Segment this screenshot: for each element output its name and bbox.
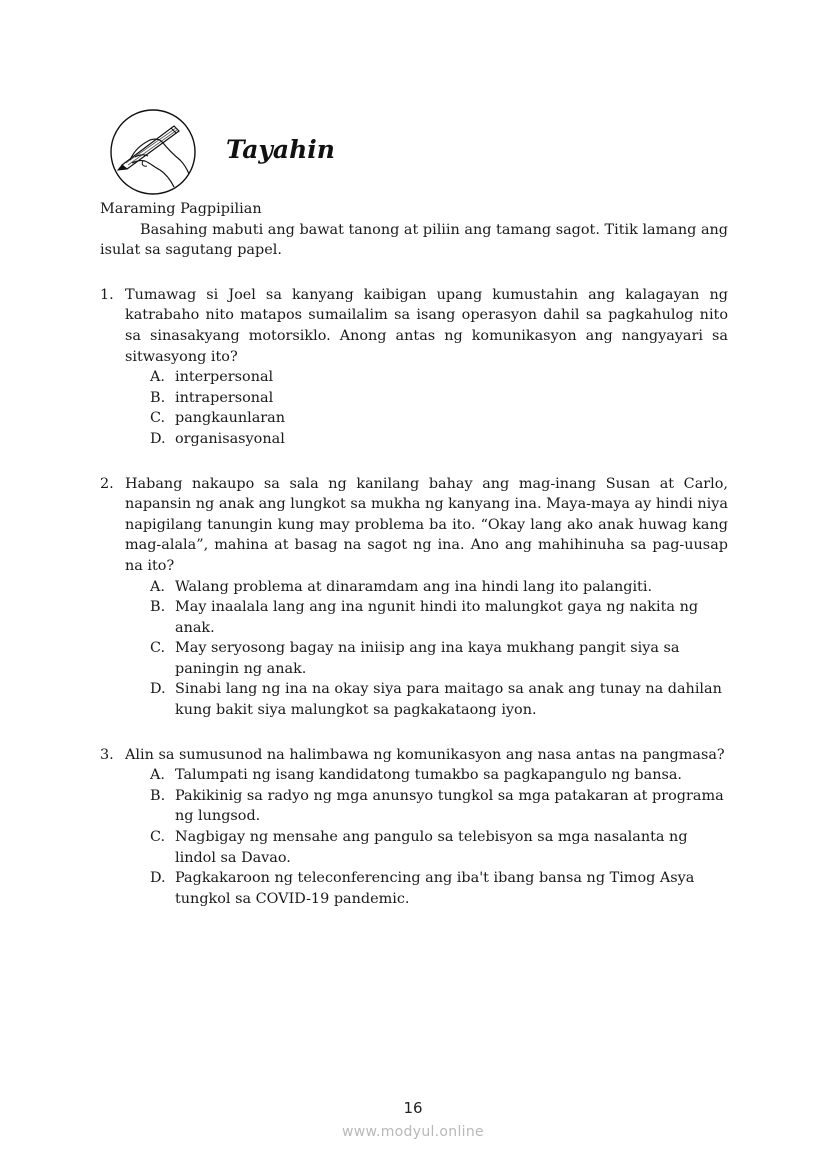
- choice-letter: D.: [150, 681, 166, 698]
- page-title: Tayahin: [226, 135, 335, 164]
- choice-letter: C.: [150, 640, 166, 657]
- question-text: Habang nakaupo sa sala ng kanilang bahay ang mag-inang Susan at Carlo, napansin ng anak ang lungkot sa mukha ng kanyang ina. Maya-maya ay hindi niya napigilang tanungin kung may problema ba ito. “Okay lang ako anak huwag kang mag-alala”, mahina at basag na sagot ng ina. Ano ang mahihinuha sa pag-uusap na ito?: [125, 475, 728, 574]
- choice-d: [150, 679, 728, 720]
- question-text: Alin sa sumusunod na halimbawa ng komunikasyon ang nasa antas na pangmasa?: [125, 746, 725, 763]
- choice-a: [150, 765, 728, 786]
- choice-letter: A.: [150, 369, 165, 386]
- question-number: 2.: [100, 475, 114, 492]
- choice-text: interpersonal: [175, 369, 274, 386]
- page-number: 16: [403, 1099, 423, 1117]
- question-number: 3.: [100, 746, 114, 763]
- choice-d: [150, 868, 728, 909]
- choice-letter: B.: [150, 787, 166, 804]
- choice-text: pangkaunlaran: [175, 410, 286, 427]
- choice-a: [150, 577, 728, 598]
- choice-text: Pagkakaroon ng teleconferencing ang iba't ibang bansa ng Timog Asya tungkol sa COVID-19 pandemic.: [175, 870, 695, 907]
- section-header: [108, 107, 428, 197]
- choice-d: [150, 429, 728, 450]
- choice-text: Pakikinig sa radyo ng mga anunsyo tungkol sa mga patakaran at programa ng lungsod.: [175, 787, 724, 825]
- choice-list: [125, 765, 728, 909]
- choice-a: [150, 367, 728, 388]
- choice-list: [125, 367, 728, 449]
- choice-text: Talumpati ng isang kandidatong tumakbo sa pagkapangulo ng bansa.: [175, 767, 683, 784]
- choice-letter: C.: [150, 829, 166, 846]
- question-3: [100, 745, 728, 910]
- choice-text: intrapersonal: [175, 389, 274, 406]
- hand-writing-pencil-icon: [108, 107, 198, 197]
- choice-letter: D.: [150, 870, 166, 887]
- choice-b: [150, 786, 728, 827]
- choice-b: [150, 388, 728, 409]
- choice-letter: B.: [150, 389, 166, 406]
- choice-letter: A.: [150, 767, 165, 784]
- choice-letter: A.: [150, 578, 165, 595]
- choice-text: Sinabi lang ng ina na okay siya para maitago sa anak ang tunay na dahilan kung bakit siya malungkot sa pagkakataong iyon.: [175, 681, 722, 719]
- choice-text: May inaalala lang ang ina ngunit hindi ito malungkot gaya ng nakita ng anak.: [175, 599, 699, 636]
- choice-letter: D.: [150, 430, 166, 447]
- instructions: Basahing mabuti ang bawat tanong at piliin ang tamang sagot. Titik lamang ang isulat sa sagutang papel.: [100, 221, 728, 259]
- choice-list: [125, 577, 728, 721]
- choice-text: Walang problema at dinaramdam ang ina hindi lang ito palangiti.: [175, 578, 653, 595]
- watermark: www.modyul.online: [342, 1124, 484, 1140]
- choice-letter: B.: [150, 599, 166, 616]
- choice-text: organisasyonal: [175, 430, 285, 447]
- question-number: 1.: [100, 286, 114, 303]
- choice-letter: C.: [150, 410, 166, 427]
- question-1: [100, 285, 728, 450]
- choice-c: [150, 638, 728, 679]
- choice-c: [150, 827, 728, 868]
- assessment-content: [100, 199, 728, 909]
- question-2: [100, 474, 728, 721]
- choice-text: Nagbigay ng mensahe ang pangulo sa telebisyon sa mga nasalanta ng lindol sa Davao.: [175, 829, 688, 866]
- choice-b: [150, 597, 728, 638]
- question-text: Tumawag si Joel sa kanyang kaibigan upang kumustahin ang kalagayan ng katrabaho nito matapos sumailalim sa isang operasyon dahil sa pagkahulog nito sa sinasakyang motorsiklo. Anong antas ng komunikasyon ang nangyayari sa sitwasyong ito?: [125, 286, 728, 365]
- question-list: [100, 285, 728, 910]
- choice-text: May seryosong bagay na iniisip ang ina kaya mukhang pangit siya sa paningin ng anak.: [175, 640, 680, 677]
- section-label: Maraming Pagpipilian: [100, 201, 262, 217]
- choice-c: [150, 408, 728, 429]
